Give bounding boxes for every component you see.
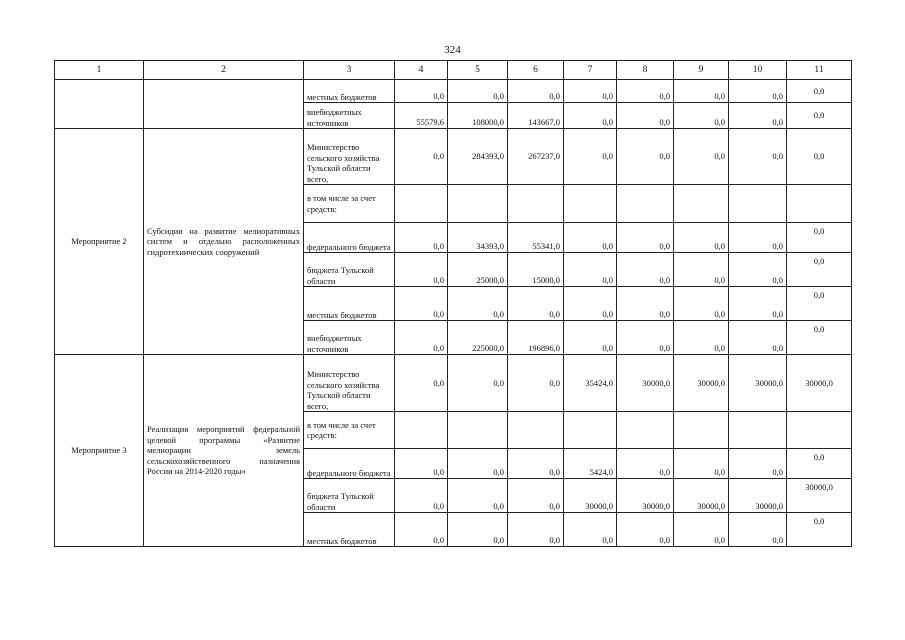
funding-source: федерального бюджета [304,449,395,479]
value-cell: 0,0 [729,321,787,355]
value-cell [508,412,564,449]
value-cell: 0,0 [508,287,564,321]
value-cell: 30000,0 [787,355,852,412]
value-cell: 0,0 [787,449,852,479]
funding-source: Министерство сельского хозяйства Тульской области всего, [304,355,395,412]
value-cell: 225000,0 [448,321,508,355]
value-cell: 0,0 [674,103,729,129]
value-cell: 0,0 [729,253,787,287]
value-cell: 0,0 [674,513,729,547]
column-header: 5 [448,61,508,80]
value-cell: 0,0 [564,80,617,103]
value-cell: 0,0 [787,513,852,547]
value-cell [564,185,617,223]
value-cell: 0,0 [395,513,448,547]
event-name-cell [55,80,144,129]
value-cell: 15000,0 [508,253,564,287]
value-cell: 55579,6 [395,103,448,129]
value-cell: 0,0 [674,253,729,287]
value-cell: 30000,0 [729,355,787,412]
value-cell: 0,0 [395,321,448,355]
column-header: 8 [617,61,674,80]
value-cell: 0,0 [729,513,787,547]
value-cell: 0,0 [448,287,508,321]
value-cell: 5424,0 [564,449,617,479]
table-row [55,80,852,103]
value-cell: 0,0 [508,80,564,103]
value-cell: 0,0 [564,223,617,253]
value-cell [395,412,448,449]
value-cell [787,185,852,223]
value-cell: 0,0 [395,355,448,412]
value-cell: 0,0 [564,253,617,287]
value-cell: 30000,0 [729,479,787,513]
funding-source: внебюджетных источников [304,103,395,129]
value-cell: 0,0 [729,103,787,129]
funding-source: в том числе за счет средств: [304,412,395,449]
value-cell [448,412,508,449]
value-cell: 0,0 [787,80,852,103]
event-name-cell: Мероприятие 2 [55,129,144,355]
page-number: 324 [444,44,461,56]
value-cell: 0,0 [448,479,508,513]
value-cell: 0,0 [617,449,674,479]
value-cell: 0,0 [674,223,729,253]
value-cell: 0,0 [674,129,729,185]
value-cell: 0,0 [729,223,787,253]
value-cell [674,412,729,449]
value-cell [617,185,674,223]
funding-source: в том числе за счет средств: [304,185,395,223]
value-cell [448,185,508,223]
column-header: 2 [144,61,304,80]
column-header: 10 [729,61,787,80]
value-cell: 267237,0 [508,129,564,185]
event-description-cell: Субсидии на развитие мелиоративных систем и отдельно расположенных гидротехнических сооружений [144,129,304,355]
table-row [55,129,852,185]
value-cell: 55341,0 [508,223,564,253]
value-cell: 0,0 [674,287,729,321]
value-cell [729,185,787,223]
column-header: 9 [674,61,729,80]
value-cell: 0,0 [564,287,617,321]
value-cell: 0,0 [674,80,729,103]
value-cell: 0,0 [617,287,674,321]
value-cell: 0,0 [395,479,448,513]
value-cell: 34393,0 [448,223,508,253]
value-cell: 108000,0 [448,103,508,129]
value-cell: 0,0 [395,80,448,103]
value-cell: 0,0 [729,287,787,321]
value-cell: 0,0 [395,223,448,253]
column-header: 4 [395,61,448,80]
value-cell: 35424,0 [564,355,617,412]
value-cell: 0,0 [787,103,852,129]
value-cell: 0,0 [674,449,729,479]
value-cell: 0,0 [395,129,448,185]
event-description-cell: Реализация мероприятий федеральной целевой программы «Развитие мелиорации земель сельскохозяйственного назначения России на 2014-2020 годы» [144,355,304,547]
funding-source: местных бюджетов [304,80,395,103]
value-cell: 30000,0 [674,479,729,513]
value-cell: 0,0 [564,513,617,547]
column-header: 11 [787,61,852,80]
funding-source: местных бюджетов [304,287,395,321]
value-cell [674,185,729,223]
value-cell: 30000,0 [787,479,852,513]
table-row [55,355,852,412]
value-cell: 0,0 [448,80,508,103]
value-cell [617,412,674,449]
value-cell: 0,0 [564,103,617,129]
value-cell: 143667,0 [508,103,564,129]
value-cell [787,412,852,449]
value-cell: 0,0 [617,513,674,547]
value-cell: 0,0 [617,223,674,253]
value-cell: 0,0 [395,287,448,321]
value-cell: 0,0 [787,223,852,253]
value-cell: 0,0 [508,479,564,513]
column-header: 1 [55,61,144,80]
value-cell: 25000,0 [448,253,508,287]
value-cell: 0,0 [508,355,564,412]
funding-source: бюджета Тульской области [304,253,395,287]
value-cell: 0,0 [617,80,674,103]
value-cell: 0,0 [787,321,852,355]
value-cell: 0,0 [508,513,564,547]
event-description-cell [144,80,304,129]
value-cell: 0,0 [448,355,508,412]
value-cell: 0,0 [617,129,674,185]
value-cell: 0,0 [674,321,729,355]
funding-source: местных бюджетов [304,513,395,547]
value-cell: 0,0 [617,321,674,355]
value-cell: 30000,0 [617,355,674,412]
value-cell: 0,0 [729,129,787,185]
funding-source: бюджета Тульской области [304,479,395,513]
value-cell: 0,0 [448,449,508,479]
value-cell: 30000,0 [617,479,674,513]
value-cell: 0,0 [787,129,852,185]
value-cell [729,412,787,449]
funding-source: Министерство сельского хозяйства Тульской области всего, [304,129,395,185]
value-cell: 0,0 [729,80,787,103]
header-row [55,61,852,80]
value-cell: 30000,0 [564,479,617,513]
column-header: 3 [304,61,395,80]
event-name-cell: Мероприятие 3 [55,355,144,547]
value-cell: 0,0 [617,253,674,287]
value-cell: 0,0 [508,449,564,479]
value-cell: 0,0 [787,287,852,321]
column-header: 6 [508,61,564,80]
value-cell: 196896,0 [508,321,564,355]
value-cell [395,185,448,223]
value-cell: 0,0 [395,253,448,287]
value-cell: 30000,0 [674,355,729,412]
value-cell: 0,0 [564,321,617,355]
funding-table [54,60,852,547]
value-cell: 0,0 [564,129,617,185]
value-cell: 0,0 [729,449,787,479]
value-cell: 0,0 [395,449,448,479]
funding-source: внебюджетных источников [304,321,395,355]
value-cell: 0,0 [617,103,674,129]
funding-source: федерального бюджета [304,223,395,253]
value-cell: 284393,0 [448,129,508,185]
value-cell [508,185,564,223]
value-cell [564,412,617,449]
value-cell: 0,0 [787,253,852,287]
column-header: 7 [564,61,617,80]
value-cell: 0,0 [448,513,508,547]
